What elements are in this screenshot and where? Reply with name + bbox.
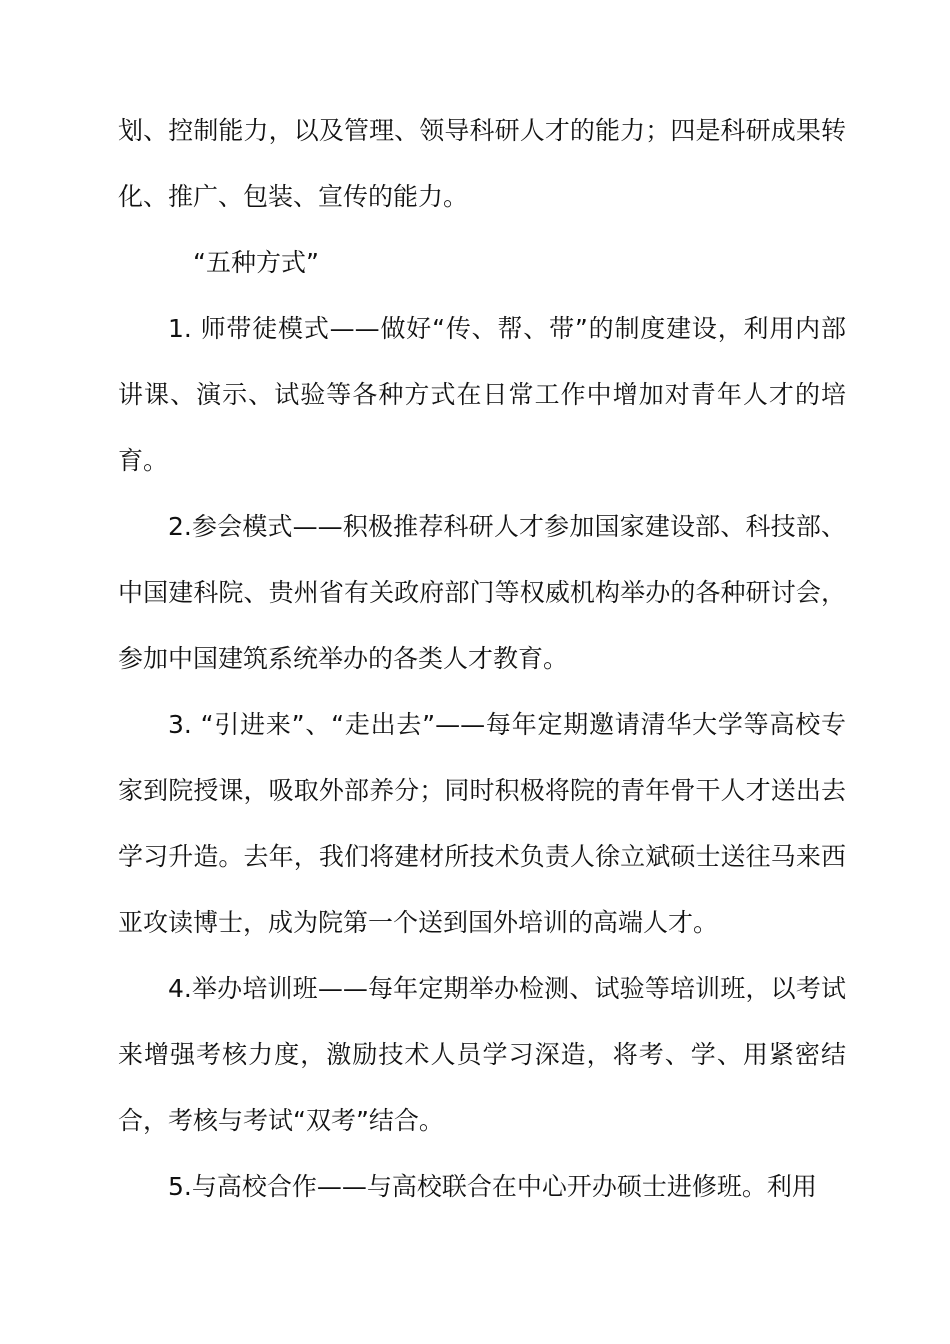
paragraph-item-3: 3. “引进来”、“走出去”——每年定期邀请清华大学等高校专家到院授课，吸取外部养分；同时积极将院的青年骨干人才送出去学习升造。去年，我们将建材所技术负责人徐立斌硕士送往马来西亚攻读博士，成为院第一个送到国外培训的高端人才。	[118, 710, 846, 937]
paragraph-item-5: 5.与高校合作——与高校联合在中心开办硕士进修班。利用	[168, 1172, 817, 1201]
paragraph-item-2: 2.参会模式——积极推荐科研人才参加国家建设部、科技部、中国建科院、贵州省有关政府部门等权威机构举办的各种研讨会，参加中国建筑系统举办的各类人才教育。	[118, 512, 846, 673]
paragraph-item-4: 4.举办培训班——每年定期举办检测、试验等培训班，以考试来增强考核力度，激励技术人员学习深造，将考、学、用紧密结合，考核与考试“双考”结合。	[118, 974, 846, 1135]
document-body	[118, 98, 846, 1220]
section-heading: “五种方式”	[193, 248, 319, 277]
paragraph-item-1: 1. 师带徒模式——做好“传、帮、带”的制度建设，利用内部讲课、演示、试验等各种方式在日常工作中增加对青年人才的培育。	[118, 314, 846, 475]
paragraph-continuation: 划、控制能力，以及管理、领导科研人才的能力；四是科研成果转化、推广、包装、宣传的能力。	[118, 116, 846, 211]
